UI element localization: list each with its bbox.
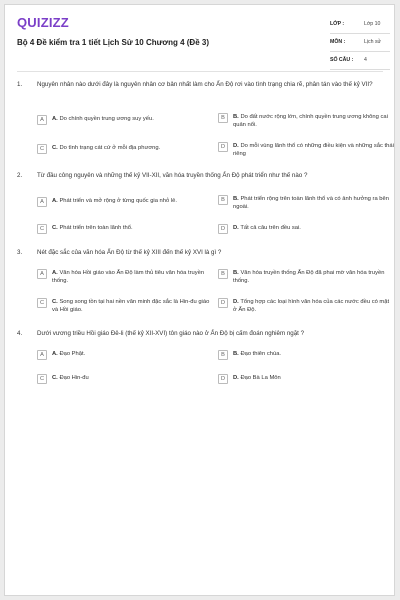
meta-row-grade xyxy=(330,17,390,34)
option-key: C. xyxy=(52,299,58,305)
header-divider xyxy=(17,71,383,72)
meta-row-question-count xyxy=(330,53,390,70)
option-b[interactable] xyxy=(218,350,394,360)
meta-row-subject xyxy=(330,35,390,52)
option-key: B. xyxy=(233,270,239,276)
meta-info xyxy=(330,17,390,71)
option-text: Tổng hợp các loại hình văn hóa của các nước đều có mặt ở Ấn Độ. xyxy=(233,299,390,313)
option-b[interactable] xyxy=(218,195,394,211)
option-a[interactable] xyxy=(37,269,213,285)
option-d[interactable] xyxy=(218,142,394,158)
meta-value: Lớp 10 xyxy=(364,21,381,27)
option-text: Văn hóa truyền thống Ấn Độ đã phai mờ văn hóa truyền thống. xyxy=(233,270,385,284)
question-number: 1. xyxy=(17,81,23,88)
option-c[interactable] xyxy=(37,144,213,154)
worksheet-page xyxy=(4,4,395,596)
option-key: C. xyxy=(52,225,58,231)
option-key: C. xyxy=(52,145,58,151)
option-key: D. xyxy=(233,299,239,305)
option-text: Đạo Bà La Môn xyxy=(240,375,281,381)
option-letter-box: D xyxy=(218,374,228,384)
option-key: D. xyxy=(233,225,239,231)
meta-label: LỚP : xyxy=(330,21,345,27)
meta-value: Lịch sử xyxy=(364,39,382,45)
option-letter-box: D xyxy=(218,298,228,308)
option-key: D. xyxy=(233,143,239,149)
option-c[interactable] xyxy=(37,374,213,384)
option-a[interactable] xyxy=(37,115,213,125)
option-key: C. xyxy=(52,375,58,381)
option-text: Văn hóa Hồi giáo vào Ấn Độ làm thủ tiêu văn hóa truyền thống. xyxy=(52,270,205,284)
option-text: Đạo Hin-đu xyxy=(59,375,89,381)
option-b[interactable] xyxy=(218,269,394,285)
option-d[interactable] xyxy=(218,298,394,314)
question-number: 2. xyxy=(17,172,23,179)
option-letter-box: C xyxy=(37,298,47,308)
worksheet-title: Bộ 4 Đề kiểm tra 1 tiết Lịch Sử 10 Chương 4 (Đề 3) xyxy=(17,38,209,47)
option-key: B. xyxy=(233,196,239,202)
quizizz-logo: QUIZIZZ xyxy=(17,15,69,30)
option-a[interactable] xyxy=(37,197,213,207)
option-key: A. xyxy=(52,198,58,204)
option-c[interactable] xyxy=(37,224,213,234)
option-key: A. xyxy=(52,351,58,357)
option-text: Song song tồn tại hai nền văn minh đặc sắc là Hin-đu giáo và Hồi giáo. xyxy=(52,299,210,313)
option-d[interactable] xyxy=(218,374,394,384)
option-letter-box: D xyxy=(218,224,228,234)
option-b[interactable] xyxy=(218,113,394,129)
option-c[interactable] xyxy=(37,298,213,314)
option-letter-box: D xyxy=(218,142,228,152)
option-d[interactable] xyxy=(218,224,394,234)
option-text: Đạo thiên chúa. xyxy=(240,351,282,357)
option-text: Do mỗi vùng lãnh thổ có những điều kiện và những sắc thái riêng xyxy=(233,143,394,157)
option-letter-box: B xyxy=(218,113,228,123)
option-letter-box: B xyxy=(218,269,228,279)
question-number: 3. xyxy=(17,249,23,256)
option-text: Phát triển trên toàn lãnh thổ. xyxy=(59,225,133,231)
option-letter-box: A xyxy=(37,269,47,279)
option-letter-box: B xyxy=(218,195,228,205)
option-text: Tất cả câu trên đều sai. xyxy=(240,225,301,231)
meta-label: SỐ CÂU : xyxy=(330,57,354,63)
option-key: B. xyxy=(233,114,239,120)
question-text: Dưới vương triều Hồi giáo Đê-li (thế kỷ XII-XVI) tôn giáo nào ở Ấn Độ bị cấm đoán nghiêm ngặt ? xyxy=(37,330,305,337)
option-key: B. xyxy=(233,351,239,357)
option-text: Do tình trạng cát cứ ở mỗi địa phương. xyxy=(59,145,161,151)
meta-value: 4 xyxy=(364,57,367,63)
option-letter-box: C xyxy=(37,224,47,234)
option-text: Phát triển và mở rộng ở từng quốc gia nhỏ lẻ. xyxy=(59,198,177,204)
option-text: Phát triển rộng trên toàn lãnh thổ và có ảnh hưởng ra bên ngoài. xyxy=(233,196,389,210)
option-letter-box: A xyxy=(37,115,47,125)
option-key: D. xyxy=(233,375,239,381)
question-text: Nét đặc sắc của văn hóa Ấn Độ từ thế kỷ XIII đến thế kỷ XVI là gì ? xyxy=(37,249,222,256)
option-letter-box: C xyxy=(37,374,47,384)
option-a[interactable] xyxy=(37,350,213,360)
question-text: Từ đầu công nguyên và những thế kỷ VII-XII, văn hóa truyền thống Ấn Độ phát triển như thế nào ? xyxy=(37,172,308,179)
option-key: A. xyxy=(52,270,58,276)
option-text: Đạo Phật. xyxy=(59,351,86,357)
option-letter-box: C xyxy=(37,144,47,154)
option-letter-box: A xyxy=(37,197,47,207)
option-text: Do chính quyền trung ương suy yếu. xyxy=(59,116,154,122)
option-letter-box: A xyxy=(37,350,47,360)
option-key: A. xyxy=(52,116,58,122)
option-text: Do đất nước rộng lớn, chính quyền trung ương không cai quản nổi. xyxy=(233,114,388,128)
option-letter-box: B xyxy=(218,350,228,360)
question-text: Nguyên nhân nào dưới đây là nguyên nhân cơ bản nhất làm cho Ấn Độ rơi vào tình trạng chia rẽ, phân tán vào thế kỷ VII? xyxy=(37,81,373,88)
worksheet-header xyxy=(5,5,394,69)
question-number: 4. xyxy=(17,330,23,337)
meta-label: MÔN : xyxy=(330,39,346,45)
